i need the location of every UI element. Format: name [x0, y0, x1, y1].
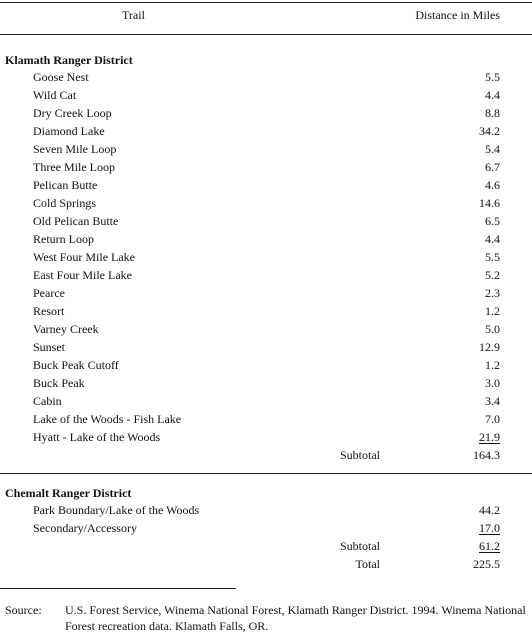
subtotal-row-chemalt — [0, 537, 532, 555]
table-row — [0, 428, 532, 446]
total-value: 225.5 — [473, 557, 500, 571]
trail-distance: 6.5 — [485, 214, 500, 228]
table-row — [0, 230, 532, 248]
column-header-trail: Trail — [122, 8, 145, 22]
trail-distance: 3.4 — [485, 394, 500, 408]
trail-name: Buck Peak Cutoff — [33, 358, 119, 372]
section-rule — [0, 473, 532, 474]
table-row — [0, 501, 532, 519]
table-row — [0, 374, 532, 392]
subtotal-label: Subtotal — [339, 448, 380, 462]
table-row — [0, 212, 532, 230]
trail-name: Return Loop — [33, 232, 94, 246]
trail-name: Resort — [33, 304, 65, 318]
table-row — [0, 194, 532, 212]
trail-name: Hyatt - Lake of the Woods — [33, 430, 161, 444]
trail-distance: 44.2 — [479, 503, 500, 517]
table-row — [0, 248, 532, 266]
trail-name: Pelican Butte — [33, 178, 98, 192]
district-heading-chemalt: Chemalt Ranger District — [5, 486, 132, 500]
column-header-distance: Distance in Miles — [415, 8, 500, 22]
trail-name: East Four Mile Lake — [33, 268, 132, 282]
table-row — [0, 284, 532, 302]
trail-distance: 5.2 — [485, 268, 500, 282]
source-label: Source: — [5, 603, 42, 617]
trail-name: Buck Peak — [33, 376, 85, 390]
subtotal-value: 164.3 — [473, 448, 500, 462]
trail-distance: 14.6 — [479, 196, 500, 210]
total-row — [0, 555, 532, 573]
trail-distance: 5.5 — [485, 70, 500, 84]
trail-distance: 5.4 — [485, 142, 500, 156]
trail-name: Lake of the Woods - Fish Lake — [33, 412, 182, 426]
table-row — [0, 266, 532, 284]
trail-name: Varney Creek — [33, 322, 99, 336]
trail-distance: 12.9 — [479, 340, 500, 354]
trail-distance: 5.0 — [485, 322, 500, 336]
trail-name: Old Pelican Butte — [33, 214, 119, 228]
footnote-rule — [0, 588, 236, 589]
trail-distance: 34.2 — [479, 124, 500, 138]
trail-name: Diamond Lake — [33, 124, 105, 138]
total-label: Total — [355, 557, 380, 571]
trail-distance: 2.3 — [485, 286, 500, 300]
trail-distance: 4.6 — [485, 178, 500, 192]
trail-distance: 7.0 — [485, 412, 500, 426]
table-row — [0, 356, 532, 374]
trail-name: Seven Mile Loop — [33, 142, 117, 156]
subtotal-row-klamath — [0, 446, 532, 464]
table-row — [0, 176, 532, 194]
trail-distance: 6.7 — [485, 160, 500, 174]
table-row — [0, 140, 532, 158]
subtotal-label: Subtotal — [339, 539, 380, 553]
trail-distance: 4.4 — [485, 88, 500, 102]
trail-name: Park Boundary/Lake of the Woods — [33, 503, 200, 517]
trail-distance: 1.2 — [485, 358, 500, 372]
table-row — [0, 86, 532, 104]
table-row — [0, 104, 532, 122]
trail-name: Three Mile Loop — [33, 160, 115, 174]
trail-distance: 21.9 — [479, 430, 500, 444]
table-row — [0, 392, 532, 410]
table-row — [0, 410, 532, 428]
trail-distance: 1.2 — [485, 304, 500, 318]
header-rule — [0, 34, 532, 35]
table-row — [0, 302, 532, 320]
trail-name: Goose Nest — [33, 70, 89, 84]
trail-name: Cold Springs — [33, 196, 97, 210]
trail-distance: 17.0 — [479, 521, 500, 535]
top-rule — [0, 2, 532, 3]
table-row — [0, 158, 532, 176]
trail-name: Sunset — [33, 340, 66, 354]
trail-name: Wild Cat — [33, 88, 77, 102]
table-row — [0, 68, 532, 86]
district-heading-klamath: Klamath Ranger District — [5, 53, 133, 67]
trail-name: Secondary/Accessory — [33, 521, 137, 535]
source-citation: U.S. Forest Service, Winema National Forest, Klamath Ranger District. 1994. Winema National Forest recreation data. Klamath Falls, OR. — [65, 603, 526, 633]
table-row — [0, 338, 532, 356]
trail-name: Cabin — [33, 394, 62, 408]
trail-distance: 3.0 — [485, 376, 500, 390]
trail-name: West Four Mile Lake — [33, 250, 136, 264]
subtotal-value: 61.2 — [479, 539, 500, 553]
trail-distance: 5.5 — [485, 250, 500, 264]
trail-name: Pearce — [33, 286, 65, 300]
trail-name: Dry Creek Loop — [33, 106, 112, 120]
table-row — [0, 519, 532, 537]
trail-distance: 4.4 — [485, 232, 500, 246]
table-row — [0, 320, 532, 338]
table-row — [0, 122, 532, 140]
trail-distance: 8.8 — [485, 106, 500, 120]
